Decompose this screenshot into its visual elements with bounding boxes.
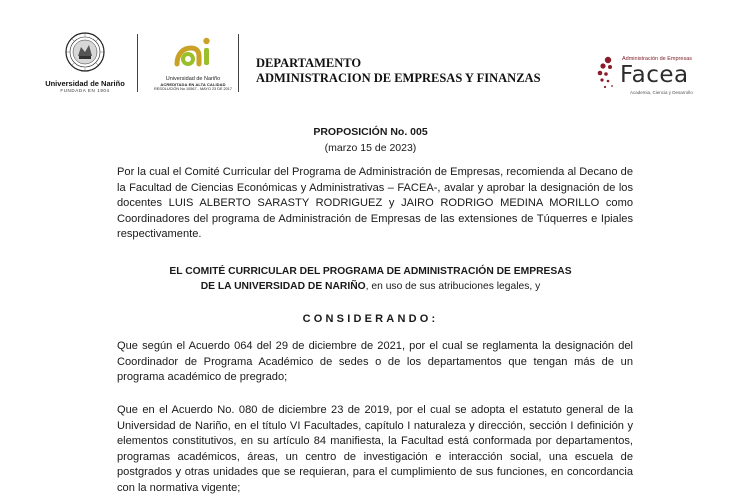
paragraph-intro: Por la cual el Comité Curricular del Programa de Administración de Empresas, recomienda al Decano de la Facultad de Ciencias Económicas y Administrativas – FACEA-, avalar y aprobar la designación de los docentes LUIS ALBERTO SARASTY RODRIGUEZ y JAIRO RODRIGO MEDINA MORILLO como Coordinadores del programa de Administración de Empresas de las extensiones de Túquerres e Ipiales respectivamente. <box>117 166 633 240</box>
proposition-date: (marzo 15 de 2023) <box>324 142 417 154</box>
considerando-heading: CONSIDERANDO: <box>302 313 439 325</box>
proposition-title: PROPOSICIÓN No. 005 <box>313 126 428 138</box>
university-seal-icon <box>65 32 105 72</box>
facea-wordmark: Facea <box>620 62 689 88</box>
committee-line2-bold: DE LA UNIVERSIDAD DE NARIÑO <box>200 281 366 292</box>
ai-university-name: Universidad de Nariño <box>165 76 221 82</box>
facea-top-label: Administración de Empresas <box>622 56 693 62</box>
ai-resolucion: RESOLUCIÓN No 10567 - MAYO 23 DE 2017 <box>153 87 232 91</box>
header-divider-2 <box>238 34 239 92</box>
paragraph-acuerdo-064: Que según el Acuerdo 064 del 29 de diciembre de 2021, por el cual se reglamenta la designación del Coordinador de Programa Académico de sedes o de los departamentos que tengan más de un programa académico de pregrado; <box>117 340 633 383</box>
paragraph-acuerdo-080: Que en el Acuerdo No. 080 de diciembre 23 de 2019, por el cual se adopta el estatuto general de la Universidad de Nariño, en el título VI Facultades, capítulo I naturaleza y dirección, sección I definición y elementos constitutivos, en su artículo 84 manifiesta, la Facultad está conformada por departamentos, programas académicos, áreas, un centro de investigación e interacción social, una escuela de postgrados y otras unidades que se requieran, para el cumplimiento de sus funciones, en concordancia con la normativa vigente; <box>117 404 633 494</box>
udenar-founded: FUNDADA EN 1904 <box>60 88 110 93</box>
department-line1: DEPARTAMENTO <box>256 56 362 70</box>
facea-logo <box>596 50 706 100</box>
facea-tagline: Academia, Ciencia y Desarrollo <box>630 90 693 95</box>
header-divider <box>137 34 138 92</box>
department-title <box>256 56 541 86</box>
ai-accreditation-icon <box>171 34 215 70</box>
committee-line2-rest: , en uso de sus atribuciones legales, y <box>365 281 541 292</box>
committee-heading <box>0 264 741 294</box>
udenar-logo <box>40 32 130 94</box>
committee-line1: EL COMITÉ CURRICULAR DEL PROGRAMA DE ADMINISTRACIÓN DE EMPRESAS <box>169 266 572 277</box>
acreditacion-logo <box>150 34 236 94</box>
department-line2: ADMINISTRACION DE EMPRESAS Y FINANZAS <box>256 71 541 85</box>
ai-acreditada: ACREDITADA EN ALTA CALIDAD <box>160 82 226 87</box>
udenar-name: Universidad de Nariño <box>45 79 125 88</box>
